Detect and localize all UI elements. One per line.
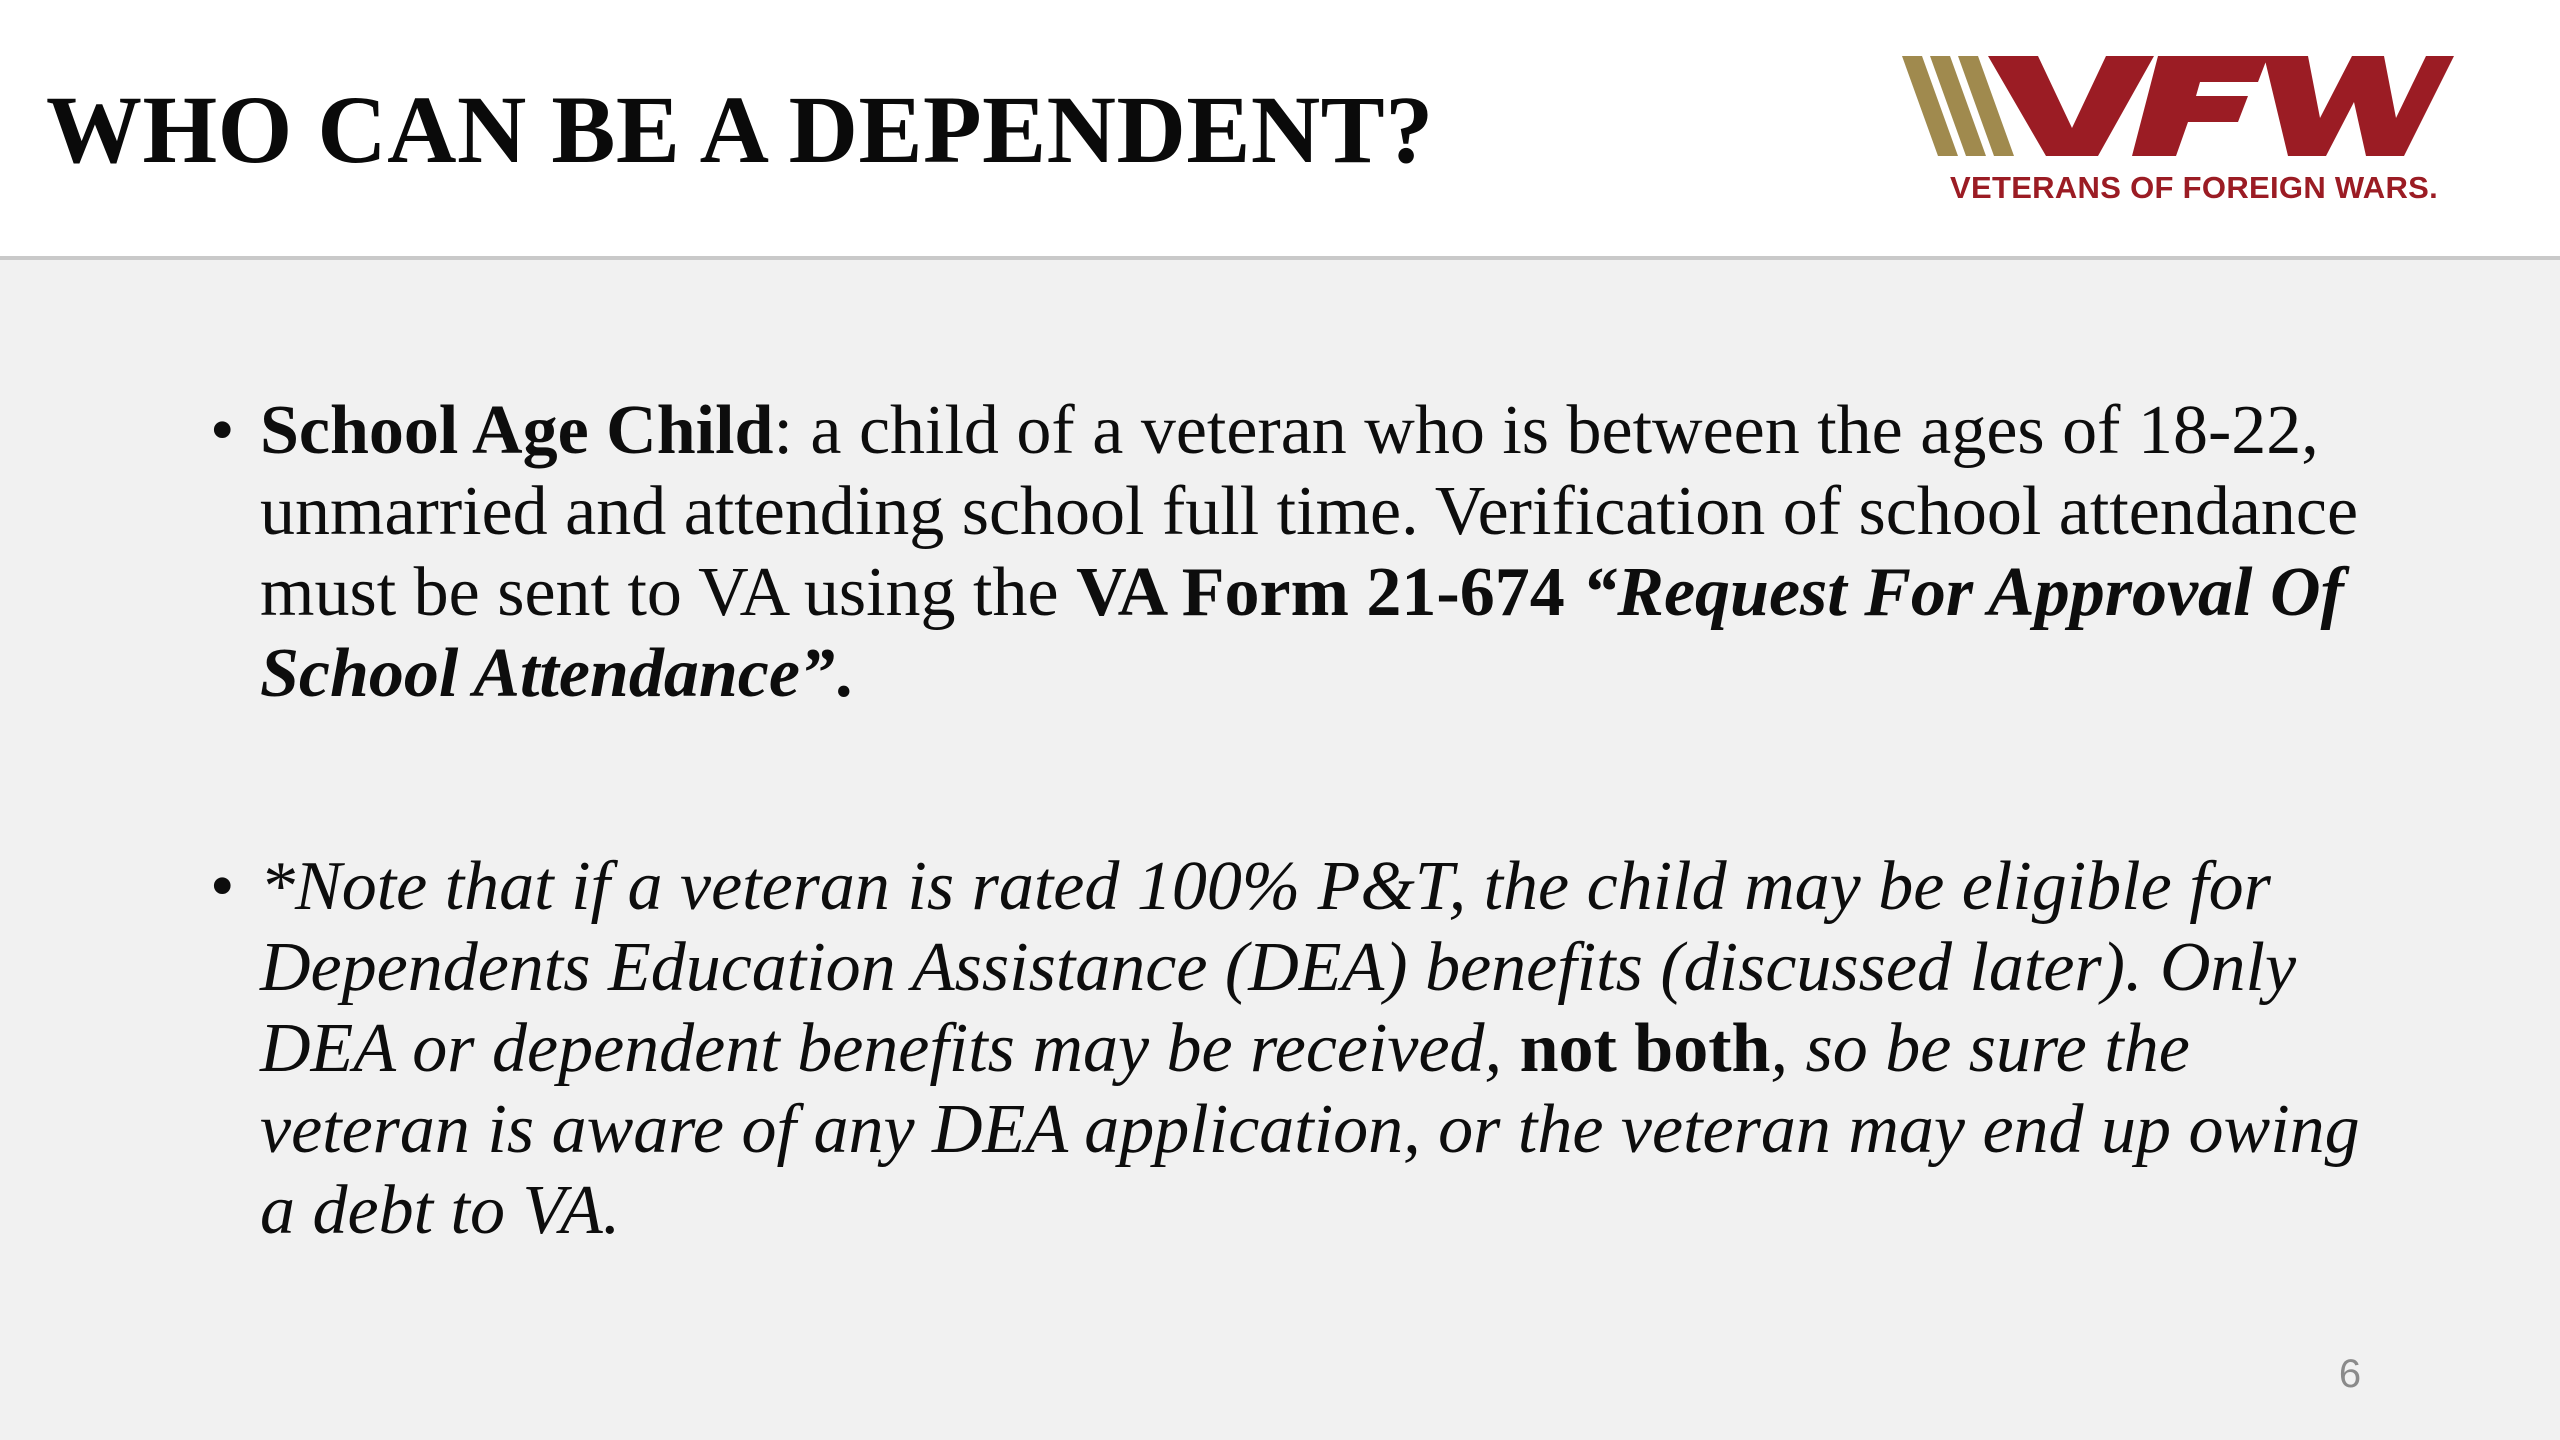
bullet-dot: • — [210, 392, 235, 469]
bullet-text: : a child of a veteran who is between the ages of 18-22, unmarried and attending school full time. Verification of school attendance must be sent to VA using the — [260, 392, 2359, 631]
bullet-list — [210, 390, 2390, 1251]
note-emphasis: not both — [1519, 1010, 1771, 1087]
bullet-end: . — [834, 635, 853, 712]
vfw-logo-subtitle: VETERANS OF FOREIGN WARS. — [1950, 170, 2439, 205]
bullet-dot: • — [210, 848, 235, 925]
note-text-end: , so be sure the veteran is aware of any DEA application, or the veteran may end up owing a debt to VA. — [260, 1010, 2360, 1249]
page-number: 6 — [2338, 1352, 2362, 1396]
slide-header — [0, 0, 2560, 258]
form-name: VA Form 21-674 — [1076, 554, 1583, 631]
bullet-term: School Age Child — [260, 392, 774, 469]
form-title: “Request For Approval Of School Attendance” — [260, 554, 2344, 712]
bullet-school-age-child — [210, 390, 2390, 714]
note-text: *Note that if a veteran is rated 100% P&T, the child may be eligible for Dependents Education Assistance (DEA) benefits (discussed later). Only DEA or dependent benefits may be received, — [260, 848, 2297, 1087]
slide-title: WHO CAN BE A DEPENDENT? — [46, 76, 1434, 183]
bullet-note-dea — [210, 846, 2390, 1251]
